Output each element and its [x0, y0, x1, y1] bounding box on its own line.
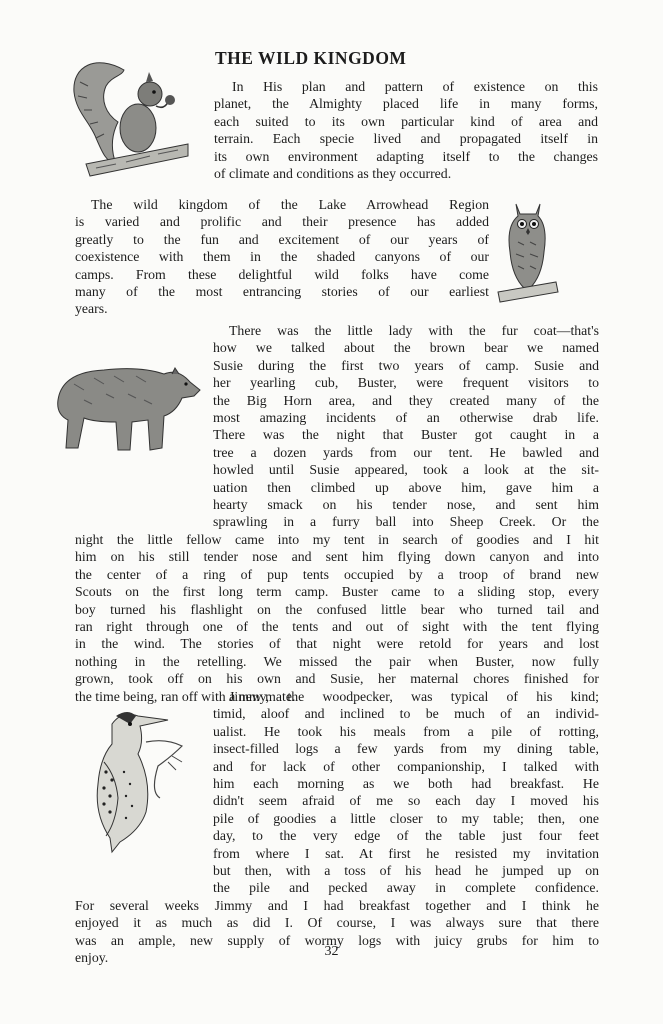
- text-line: Scouts on the first long term camp. Buster came to a sliding stop, every: [75, 584, 599, 600]
- text-line: most amazing incidents of an otherwise drab life.: [213, 410, 599, 426]
- squirrel-illustration: [66, 52, 192, 182]
- text-line: In His plan and pattern of existence on this: [232, 79, 598, 94]
- text-line: of climate and conditions as they occurred.: [214, 166, 452, 182]
- text-line: and for lack of other companionship, I talked with: [213, 758, 599, 774]
- paragraph-wild-kingdom: [75, 196, 489, 318]
- text-line: her yearling cub, Buster, were frequent visitors to: [213, 375, 599, 391]
- text-line: grown, took off on his own and Susie, her maternal chores finished for: [75, 671, 599, 687]
- text-line: Susie during the first two years of camp. Susie and: [213, 357, 599, 373]
- text-line: For several weeks Jimmy and I had breakfast together and I think he: [75, 897, 599, 913]
- text-line: planet, the Almighty placed life in many forms,: [214, 96, 598, 112]
- text-line: insect-filled logs a few yards from my dining table,: [213, 741, 599, 757]
- text-line: the pile and pecked away in complete confidence.: [213, 880, 599, 896]
- text-line: There was the little lady with the fur coat—that's: [229, 323, 599, 338]
- text-line: ualist. He took his meals from a pile of rotting,: [213, 723, 599, 739]
- text-line: how we talked about the brown bear we named: [213, 340, 599, 356]
- text-line: There was the night that Buster got caught in a: [213, 427, 599, 443]
- text-line: boy turned his flashlight on the confused little bear who turned tail and: [75, 601, 599, 617]
- text-line: the center of a ring of pup tents occupied by a troop of brand new: [75, 566, 599, 582]
- text-line: sprawling in a furry ball into Sheep Creek. Or the: [213, 514, 599, 530]
- text-line: the time being, ran off with a new mate.: [75, 688, 296, 704]
- text-line: its own environment adapting itself to the changes: [214, 148, 598, 164]
- text-line: camps. From these delightful wild folks have come: [75, 266, 489, 282]
- text-line: nothing in the retelling. We missed the pair when Buster, now fully: [75, 653, 599, 669]
- text-line: day, to the very edge of the table just four feet: [213, 828, 599, 844]
- text-line: from where I sat. At first he resisted my invitation: [213, 845, 599, 861]
- text-line: years.: [75, 301, 108, 317]
- text-line: enjoyed it as much as did I. Of course, I was always sure that there: [75, 915, 599, 931]
- text-line: is varied and prolific and their presence has added: [75, 214, 489, 230]
- text-line: howled until Susie appeared, took a look at the sit-: [213, 462, 599, 478]
- text-line: didn't seem afraid of me so each day I moved his: [213, 793, 599, 809]
- text-line: timid, aloof and inclined to be much of an individ-: [213, 706, 599, 722]
- text-line: night the little fellow came into my tent in search of goodies and I hit: [75, 531, 599, 547]
- text-line: the Big Horn area, and they created many of the: [213, 392, 599, 408]
- text-line: terrain. Each specie lived and propagated itself in: [214, 131, 598, 147]
- text-line: tree a dozen yards from our tent. He bawled and: [213, 444, 599, 460]
- text-line: pile of goodies a little closer to my table; then, one: [213, 810, 599, 826]
- text-line: Jimmy, the woodpecker, was typical of his kind;: [229, 689, 599, 704]
- text-line: The wild kingdom of the Lake Arrowhead Region: [91, 197, 489, 212]
- text-line: many of the most entrancing stories of our earliest: [75, 284, 489, 300]
- page-title: THE WILD KINGDOM: [215, 48, 407, 68]
- text-line: was an ample, new supply of wormy logs with juicy grubs for him to: [75, 932, 599, 948]
- text-line: him each morning as we both had breakfast. He: [213, 776, 599, 792]
- page-number: 32: [324, 944, 339, 959]
- owl-illustration: [496, 196, 560, 308]
- text-line: greatly to the fun and excitement of our years of: [75, 231, 489, 247]
- text-line: hearty smack on his tender nose, and sent him: [213, 497, 599, 513]
- text-line: ran right through one of the tents and out of sight with the tent flying: [75, 618, 599, 634]
- text-line: coexistence with them in the shaded canyons of our: [75, 249, 489, 265]
- text-line: enjoy.: [75, 950, 109, 966]
- text-line: but then, with a toss of his head he jumped up on: [213, 863, 599, 879]
- text-line: him on his still tender nose and sent him flying down canyon and into: [75, 549, 599, 565]
- paragraph-bear: [75, 322, 599, 705]
- paragraph-intro: [214, 78, 598, 182]
- text-line: in the wind. The stories of that night were retold for years and lost: [75, 636, 599, 652]
- text-line: uation then climbed up above him, gave him a: [213, 479, 599, 495]
- paragraph-woodpecker: [75, 688, 599, 967]
- text-line: each suited to its own particular kind of area and: [214, 113, 598, 129]
